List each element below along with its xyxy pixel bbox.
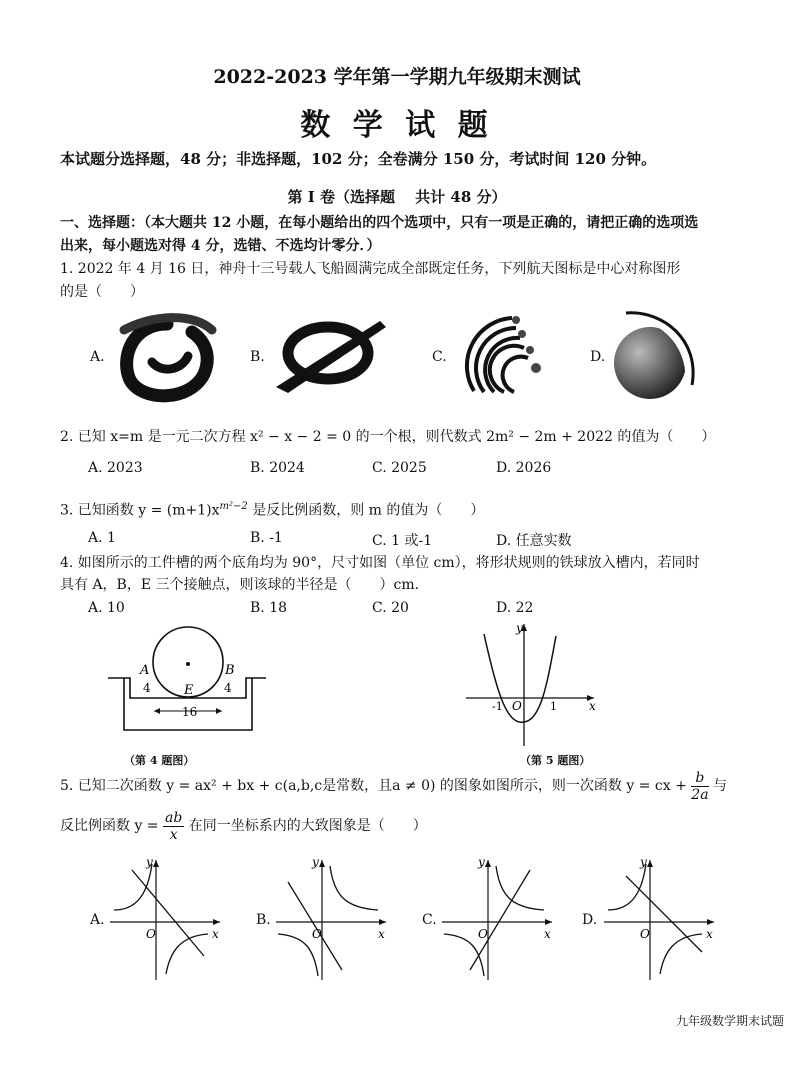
q1-logo-a-image [112, 310, 217, 405]
q5-label-one: 1 [550, 700, 557, 713]
q3-text [60, 498, 484, 520]
q4-caption: （第 4 题图） [124, 754, 195, 767]
q5-label-origin: O [512, 699, 522, 713]
q3-exponent: m²−2 [219, 501, 248, 512]
q5-text-line2 [60, 808, 427, 844]
exam-title: 2022-2023 学年第一学期九年级期末测试 [213, 66, 581, 88]
q5-text-line1 [60, 768, 727, 804]
volume-heading: 第 I 卷（选择题 共计 48 分） [287, 188, 507, 206]
q4-label-a: A [140, 663, 150, 678]
q2-option-c: C. 2025 [372, 460, 427, 476]
q1-option-c-label: C. [432, 349, 447, 365]
q5-text-line1-post: 与 [713, 778, 727, 794]
q5c-label-x: x [544, 927, 551, 941]
q2-option-a: A. 2023 [88, 460, 143, 476]
q5d-label-origin: O [640, 927, 650, 941]
q5-label-x: x [589, 699, 596, 713]
q3-option-b: B. -1 [250, 530, 283, 546]
q5-frac1-num: b [691, 770, 708, 787]
q3-text-pre: 3. 已知函数 y = (m+1)x [60, 502, 220, 519]
exam-subject-title: 数 学 试 题 [300, 108, 494, 143]
q5-label-y: y [516, 621, 523, 635]
q1-option-b-label: B. [250, 349, 265, 365]
q5-caption: （第 5 题图） [520, 754, 591, 767]
q5-fraction-b-over-2a [691, 770, 708, 803]
q5b-label-origin: O [312, 927, 322, 941]
q5-frac2-den: x [169, 826, 178, 843]
q1-logo-c-image [452, 306, 547, 401]
q5-text-line2-post: 在同一坐标系内的大致图象是（ ） [188, 818, 427, 834]
q5c-label-y: y [478, 855, 485, 869]
q5-frac1-den: 2a [691, 786, 709, 803]
q5-text-line1-pre: 5. 已知二次函数 y = ax² + bx + c(a,b,c是常数，且a ≠ 0) 的图象如图所示，则一次函数 y = cx + [60, 778, 687, 794]
page-footer: 九年级数学期末试题 [676, 1014, 785, 1028]
q4-text-line2: 具有 A，B，E 三个接触点，则该球的半径是（ ）cm. [60, 577, 420, 593]
exam-info: 本试题分选择题，48 分；非选择题，102 分；全卷满分 150 分，考试时间 120 分钟。 [60, 150, 657, 168]
q5-text-line2-pre: 反比例函数 y = [60, 818, 159, 834]
section-heading-line2: 出来，每小题选对得 4 分，选错、不选均计零分．） [60, 238, 381, 254]
q4-figure [108, 622, 268, 747]
q5-option-b-label: B. [256, 912, 271, 928]
q5-option-a-label: A. [90, 912, 105, 928]
q5-option-d-label: D. [582, 912, 598, 928]
q3-text-post: 是反比例函数，则 m 的值为（ ） [247, 502, 485, 519]
q5-frac2-num: ab [165, 809, 183, 826]
q2-option-d: D. 2026 [496, 460, 552, 476]
q1-logo-b-image [268, 315, 393, 395]
q4-option-c: C. 20 [372, 600, 409, 616]
q3-option-a: A. 1 [88, 530, 116, 546]
q4-label-bottom: 16 [182, 705, 198, 719]
q5-fraction-ab-over-x [163, 810, 184, 843]
q5-option-d-graph [602, 852, 718, 982]
q3-option-c: C. 1 或-1 [372, 533, 433, 549]
q5d-label-x: x [706, 927, 713, 941]
q1-text-line1: 1. 2022 年 4 月 16 日，神舟十三号载人飞船圆满完成全部既定任务，下列航天图标是中心对称图形 [60, 261, 681, 277]
q2-text: 2. 已知 x=m 是一元二次方程 x² − x − 2 = 0 的一个根，则代数式 2m² − 2m + 2022 的值为（ ） [60, 429, 716, 445]
q4-option-d: D. 22 [496, 600, 534, 616]
q4-text-line1: 4. 如图所示的工件槽的两个底角均为 90°，尺寸如图（单位 cm），将形状规则的铁球放入槽内，若同时 [60, 555, 700, 571]
q5a-label-x: x [212, 927, 219, 941]
q5-label-neg1: -1 [492, 700, 503, 713]
q1-text-line2: 的是（ ） [60, 284, 144, 300]
q5-option-a-graph [108, 852, 224, 982]
q5a-label-y: y [146, 855, 153, 869]
q5-option-c-graph [440, 852, 556, 982]
q4-label-left: 4 [143, 681, 151, 695]
q3-option-d: D. 任意实数 [496, 533, 572, 549]
q2-option-b: B. 2024 [250, 460, 305, 476]
q4-label-b: B [225, 663, 235, 678]
q5-option-b-graph [274, 852, 390, 982]
q5c-label-origin: O [478, 927, 488, 941]
q4-option-a: A. 10 [88, 600, 125, 616]
q5a-label-origin: O [146, 927, 156, 941]
q5-figure [462, 618, 602, 748]
q5b-label-x: x [378, 927, 385, 941]
q5-option-c-label: C. [422, 912, 437, 928]
q1-option-d-label: D. [590, 349, 606, 365]
q4-label-right: 4 [224, 681, 232, 695]
q1-option-a-label: A. [90, 349, 105, 365]
q5b-label-y: y [312, 855, 319, 869]
q1-logo-d-image [608, 305, 703, 405]
q4-option-b: B. 18 [250, 600, 288, 616]
q5d-label-y: y [640, 855, 647, 869]
q4-label-e: E [184, 683, 194, 698]
section-heading-line1: 一、选择题：（本大题共 12 小题，在每小题给出的四个选项中，只有一项是正确的，请把正确的选项选 [60, 215, 699, 231]
